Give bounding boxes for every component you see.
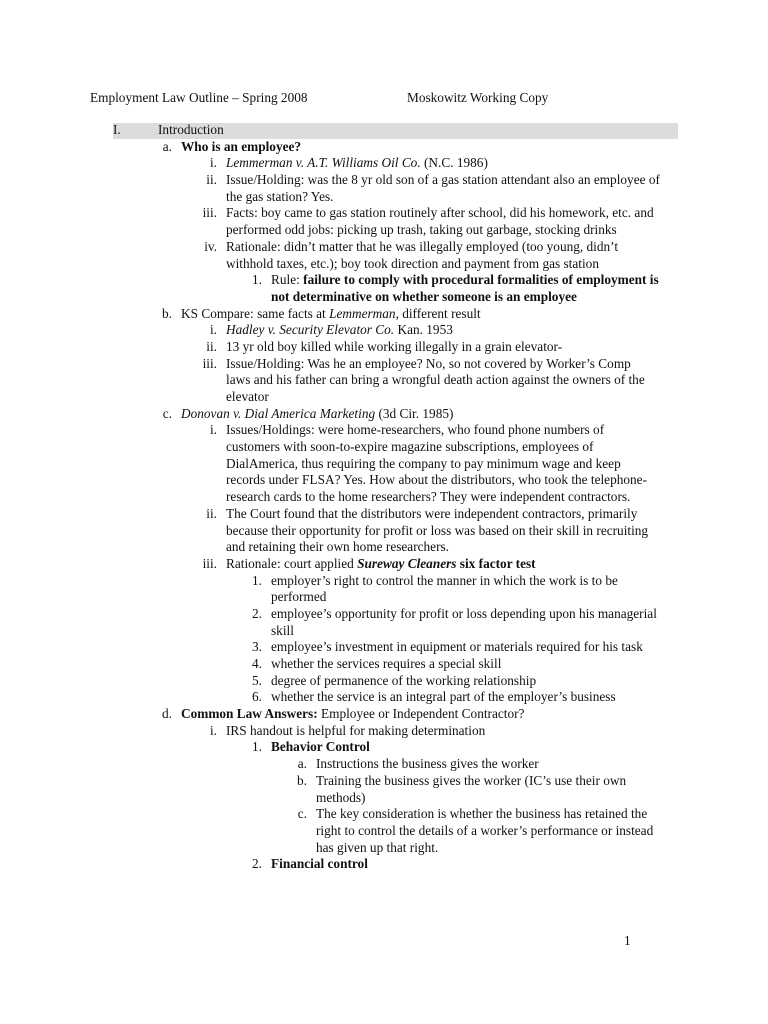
text-segment: Financial control [271,856,368,872]
outline-text [316,806,647,823]
outline-line [0,272,768,289]
text-segment: 13 yr old boy killed while working illegally in a grain elevator- [226,338,563,354]
text-segment: Lemmerman v. A.T. Williams Oil Co. [226,155,421,171]
text-segment: employee’s opportunity for profit or loss depending upon his managerial [271,605,657,621]
outline-text [158,122,224,139]
outline-line [0,723,768,740]
text-segment: methods) [316,789,366,805]
outline-line [0,406,768,423]
outline-text [271,272,659,289]
outline-marker: c. [162,405,172,421]
outline-line [0,155,768,172]
outline-text [271,573,618,590]
text-segment: records under FLSA? Yes. How about the distributors, who took the telephone- [226,472,648,488]
outline-text [181,706,524,723]
outline-line [0,806,768,823]
text-segment: Facts: boy came to gas station routinely after school, did his homework, etc. and [226,205,654,221]
outline-line [0,606,768,623]
outline-line [0,639,768,656]
text-segment: Kan. 1953 [394,322,453,338]
outline-line [0,189,768,206]
text-segment: Issue/Holding: Was he an employee? No, so not covered by Worker’s Comp [226,355,631,371]
outline-line [0,372,768,389]
outline-line [0,306,768,323]
outline-text [316,756,539,773]
text-segment: whether the services requires a special skill [271,656,502,671]
text-segment: (N.C. 1986) [420,155,488,171]
outline-line [0,823,768,840]
outline-line [0,756,768,773]
outline-marker: 6. [252,689,262,705]
outline-marker: b. [162,305,172,321]
text-segment: customers with soon-to-expire magazine subscriptions, employees of [226,439,594,455]
text-segment: performed odd jobs: picking up trash, taking out garbage, stocking drinks [226,222,617,238]
outline-line [0,172,768,189]
outline-body [0,122,768,873]
page-number: 1 [624,933,631,948]
outline-text [226,439,593,456]
outline-text [226,189,333,206]
text-segment: because their opportunity for profit or loss was based on their skill in recruiting [226,522,649,538]
outline-text [226,205,654,222]
text-segment: six factor test [456,555,536,571]
outline-marker: 5. [252,672,262,688]
outline-text [316,773,626,790]
outline-line [0,289,768,306]
outline-marker: iii. [202,555,217,571]
outline-text [226,489,630,506]
outline-line [0,656,768,673]
outline-text [226,256,599,273]
outline-line [0,589,768,606]
outline-line [0,523,768,540]
text-segment: failure to comply with procedural formalities of employment is [303,272,659,288]
outline-text [226,372,645,389]
text-segment: and retaining their own home researchers. [226,539,450,555]
text-segment: Issue/Holding: was the 8 yr old son of a gas station attendant also an employee of [226,172,660,188]
outline-marker: iii. [202,205,217,221]
document-copy-label: Moskowitz Working Copy [407,90,549,105]
outline-line [0,122,768,139]
text-segment: degree of permanence of the working relationship [271,672,537,688]
outline-text [226,389,269,406]
outline-text [226,472,647,489]
text-segment: Rationale: didn’t matter that he was illegally employed (too young, didn’t [226,238,619,254]
text-segment: Lemmerman [329,305,396,321]
outline-line [0,389,768,406]
text-segment: Employee or Independent Contractor? [317,706,525,722]
outline-line [0,773,768,790]
text-segment: Common Law Answers: [181,706,318,722]
outline-marker: a. [297,756,307,772]
outline-line [0,840,768,857]
outline-marker: c. [297,806,307,822]
outline-text [226,356,631,373]
text-segment: employer’s right to control the manner in which the work is to be [271,572,618,588]
text-segment: Rule: [271,272,304,288]
text-segment: The Court found that the distributors were independent contractors, primarily [226,505,638,521]
text-segment: right to control the details of a worker’s performance or instead [316,822,654,838]
outline-marker: 4. [252,656,262,671]
outline-text [226,322,453,339]
outline-text [181,406,453,423]
outline-line [0,205,768,222]
outline-marker: ii. [206,172,217,188]
text-segment: KS Compare: same facts at [181,305,330,321]
outline-marker: i. [209,322,217,338]
text-segment: laws and his father can bring a wrongful death action against the owners of the [226,372,645,388]
outline-text [271,639,643,656]
text-segment: Rationale: court applied [226,555,358,571]
outline-marker: i. [209,722,217,738]
text-segment: Who is an employee? [181,138,302,154]
outline-marker: b. [297,772,307,788]
text-segment: Hadley v. Security Elevator Co. [226,322,395,338]
outline-text [226,222,617,239]
outline-marker: 1. [252,272,262,288]
outline-marker: 2. [252,856,262,872]
outline-text [226,506,637,523]
text-segment: IRS handout is helpful for making determination [226,722,486,738]
outline-text [271,289,577,306]
outline-line [0,439,768,456]
outline-marker: iv. [204,238,217,254]
text-segment: Issues/Holdings: were home-researchers, who found phone numbers of [226,422,605,438]
outline-line [0,456,768,473]
text-segment: has given up that right. [316,839,439,855]
text-segment: The key consideration is whether the business has retained the [316,806,648,822]
outline-marker: i. [209,155,217,171]
outline-text [226,556,536,573]
outline-marker: 2. [252,605,262,621]
outline-text [271,689,616,706]
outline-line [0,422,768,439]
outline-text [181,139,301,156]
text-segment: Instructions the business gives the worker [316,756,539,772]
outline-marker: I. [113,122,121,137]
outline-text [226,155,488,172]
outline-line [0,489,768,506]
outline-text [226,239,618,256]
outline-line [0,139,768,156]
text-segment: whether the service is an integral part of the employer’s business [271,689,616,705]
outline-text [271,856,368,873]
text-segment: Training the business gives the worker (IC’s use their own [316,772,627,788]
outline-text [271,623,294,640]
text-segment: Donovan v. Dial America Marketing [181,405,376,421]
outline-marker: 1. [252,572,262,588]
outline-line [0,472,768,489]
outline-text [271,606,657,623]
outline-text [316,840,438,857]
text-segment: Behavior Control [271,739,370,755]
text-segment: skill [271,622,294,638]
text-segment: employee’s investment in equipment or materials required for his task [271,639,643,655]
outline-line [0,222,768,239]
outline-line [0,322,768,339]
text-segment: DialAmerica, thus requiring the company to pay minimum wage and keep [226,455,621,471]
outline-marker: d. [162,706,172,722]
outline-marker: ii. [206,505,217,521]
outline-line [0,673,768,690]
outline-marker: a. [162,138,172,154]
outline-marker: 1. [252,739,262,755]
outline-text [271,673,536,690]
outline-line [0,539,768,556]
text-segment: elevator [226,389,269,404]
outline-text [226,456,621,473]
outline-line [0,573,768,590]
outline-line [0,856,768,873]
outline-line [0,356,768,373]
outline-line [0,790,768,807]
outline-text [226,422,604,439]
text-segment: withhold taxes, etc.); boy took direction and payment from gas station [226,255,599,271]
page-header [90,90,690,108]
outline-text [271,589,326,606]
text-segment: the gas station? Yes. [226,188,334,204]
text-segment: not determinative on whether someone is an employee [271,288,577,304]
outline-text [271,656,501,673]
outline-text [226,523,648,540]
outline-text [226,339,562,356]
outline-text [226,172,660,189]
outline-line [0,239,768,256]
outline-line [0,256,768,273]
outline-marker: iii. [202,355,217,371]
outline-marker: 3. [252,639,262,655]
outline-marker: ii. [206,338,217,354]
outline-line [0,689,768,706]
outline-text [181,306,481,323]
text-segment: Sureway Cleaners [357,555,457,571]
outline-line [0,556,768,573]
outline-text [226,723,485,740]
outline-line [0,706,768,723]
outline-marker: i. [209,422,217,438]
text-segment: (3d Cir. 1985) [375,405,454,421]
outline-line [0,339,768,356]
outline-text [226,539,449,556]
document-title: Employment Law Outline – Spring 2008 [90,90,308,105]
text-segment: , different result [395,305,481,321]
outline-text [316,790,366,807]
outline-text [271,739,370,756]
outline-line [0,739,768,756]
text-segment: performed [271,589,327,605]
outline-line [0,623,768,640]
outline-text [316,823,653,840]
text-segment: research cards to the home researchers? They were independent contractors. [226,489,631,505]
outline-line [0,506,768,523]
text-segment: Introduction [158,122,224,137]
